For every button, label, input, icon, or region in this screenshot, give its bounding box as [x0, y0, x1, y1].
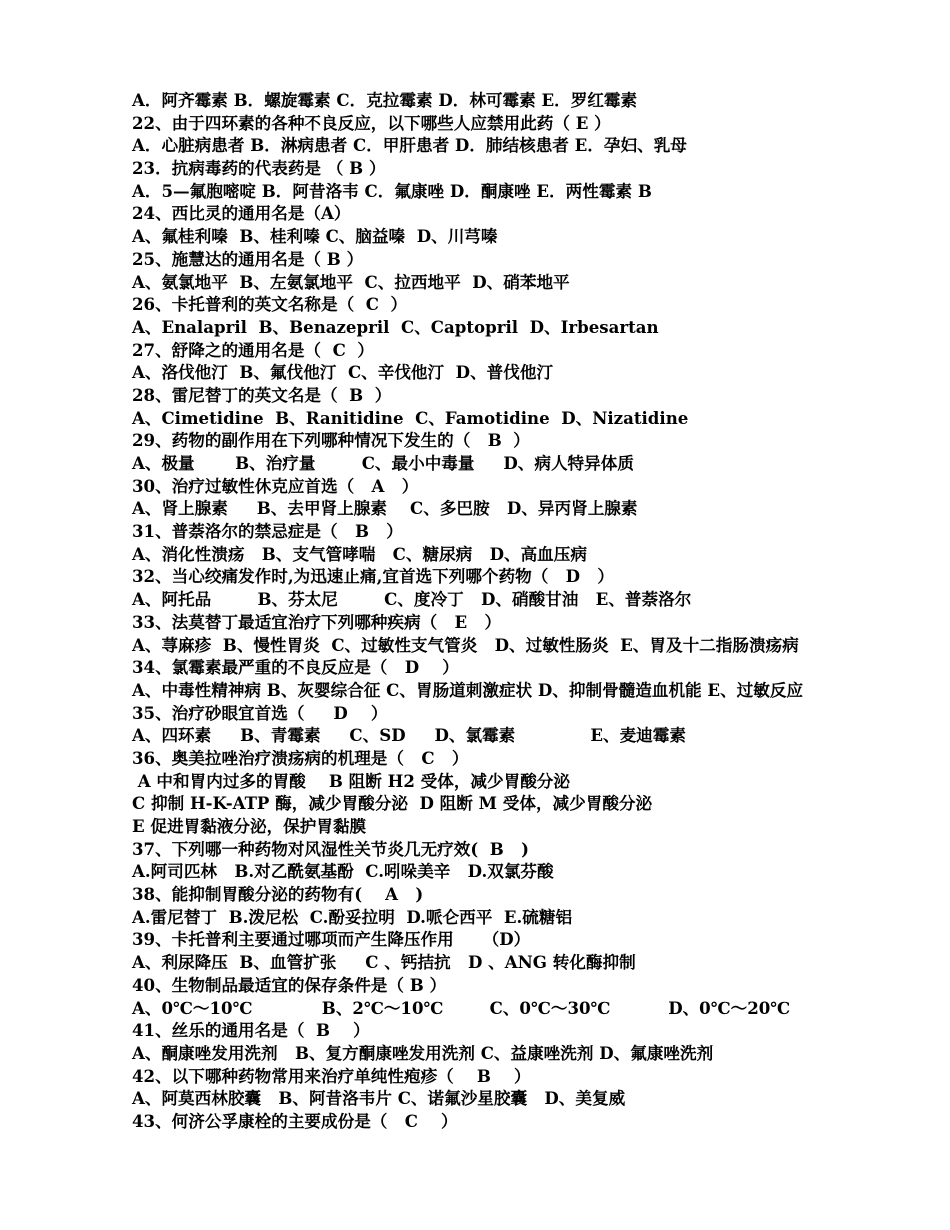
text-line: 26、卡托普利的英文名称是（ C ）: [132, 294, 408, 315]
text-line: A、中毒性精神病 B、灰婴综合征 C、胃肠道刺激症状 D、抑制骨髓造血机能 E、过敏反应: [132, 679, 804, 700]
text-line: 25、施慧达的通用名是（ B ）: [132, 248, 364, 269]
text-line: 36、奥美拉唑治疗溃疡病的机理是（ C ）: [132, 747, 469, 768]
text-line: 42、以下哪种药物常用来治疗单纯性疱疹（ B ）: [132, 1065, 531, 1086]
text-line: A、极量 B、治疗量 C、最小中毒量 D、病人特异体质: [132, 453, 634, 473]
text-line: A.阿司匹林 B.对乙酰氨基酚 C.吲哚美辛 D.双氯芬酸: [132, 861, 554, 882]
text-line: 32、当心绞痛发作时,为迅速止痛,宜首选下列哪个药物（ D ）: [132, 566, 614, 587]
text-line: 33、法莫替丁最适宜治疗下列哪种疾病（ E ）: [132, 611, 502, 632]
text-line: A、肾上腺素 B、去甲肾上腺素 C、多巴胺 D、异丙肾上腺素: [132, 498, 638, 519]
text-line: A、阿莫西林胶囊 B、阿昔洛韦片 C、诺氟沙星胶囊 D、美复威: [132, 1088, 626, 1109]
text-line: 35、治疗砂眼宜首选（ D ）: [132, 702, 388, 723]
text-line: A、消化性溃疡 B、支气管哮喘 C、糖尿病 D、高血压病: [132, 543, 587, 564]
text-line: 28、雷尼替丁的英文名是（ B ）: [132, 384, 392, 405]
text-line: 39、卡托普利主要通过哪项而产生降压作用 （D）: [132, 929, 531, 950]
text-line: A、氨氯地平 B、左氨氯地平 C、拉西地平 D、硝苯地平: [132, 271, 570, 292]
text-line: A.雷尼替丁 B.泼尼松 C.酚妥拉明 D.哌仑西平 E.硫糖铝: [132, 906, 573, 927]
text-line: 43、何济公孚康栓的主要成份是（ C ）: [132, 1110, 458, 1131]
text-line: 29、药物的副作用在下列哪种情况下发生的（ B ）: [132, 430, 530, 451]
text-line: A．阿齐霉素 B．螺旋霉素 C．克拉霉素 D．林可霉素 E．罗红霉素: [132, 90, 638, 110]
text-line: A、0℃～10℃ B、2℃～10℃ C、0℃～30℃ D、0℃～20℃: [132, 997, 791, 1018]
text-line: 38、能抑制胃酸分泌的药物有( A ): [132, 884, 424, 905]
text-line: 37、下列哪一种药物对风湿性关节炎几无疗效( B ): [132, 838, 529, 859]
text-line: 23．抗病毒药的代表药是 （ B ）: [132, 158, 386, 179]
text-line: C 抑制 H-K-ATP 酶，减少胃酸分泌 D 阻断 M 受体，减少胃酸分泌: [132, 793, 653, 814]
text-line: A、洛伐他汀 B、氟伐他汀 C、辛伐他汀 D、普伐他汀: [132, 362, 554, 383]
text-line: A、Enalapril B、Benazepril C、Captopril D、Irbesartan: [132, 316, 659, 337]
text-line: 31、普萘洛尔的禁忌症是（ B ）: [132, 521, 403, 542]
text-line: 22、由于四环素的各种不良反应，以下哪些人应禁用此药（ E ）: [132, 112, 611, 133]
text-line: A、酮康唑发用洗剂 B、复方酮康唑发用洗剂 C、益康唑洗剂 D、氟康唑洗剂: [132, 1042, 714, 1063]
text-line: A、阿托品 B、芬太尼 C、度冷丁 D、硝酸甘油 E、普萘洛尔: [132, 589, 692, 610]
text-line: A、Cimetidine B、Ranitidine C、Famotidine D、Nizatidine: [132, 407, 689, 428]
text-line: A．5—氟胞嘧啶 B．阿昔洛韦 C．氟康唑 D．酮康唑 E．两性霉素 B: [132, 180, 652, 201]
document-body: [132, 89, 932, 1133]
text-line: 30、治疗过敏性休克应首选（ A ）: [132, 475, 419, 496]
text-line: A、氟桂利嗪 B、桂利嗪 C、脑益嗪 D、川芎嗪: [132, 226, 498, 247]
text-line: 41、丝乐的通用名是（ B ）: [132, 1020, 370, 1041]
text-line: 27、舒降之的通用名是（ C ）: [132, 339, 374, 360]
text-line: E 促进胃黏液分泌，保护胃黏膜: [132, 816, 367, 836]
text-line: A、利尿降压 B、血管扩张 C 、钙拮抗 D 、ANG 转化酶抑制: [132, 952, 636, 973]
text-line: A、四环素 B、青霉素 C、SD D、氯霉素 E、麦迪霉素: [132, 725, 686, 746]
text-line: A．心脏病患者 B．淋病患者 C．甲肝患者 D．肺结核患者 E．孕妇、乳母: [132, 135, 687, 156]
text-line: 40、生物制品最适宜的保存条件是（ B ）: [132, 974, 447, 995]
text-line: A 中和胃内过多的胃酸 B 阻断 H2 受体，减少胃酸分泌: [132, 770, 570, 791]
text-line: 24、西比灵的通用名是（A）: [132, 203, 351, 224]
text-line: 34、氯霉素最严重的不良反应是（ D ）: [132, 657, 459, 678]
text-line: A、荨麻疹 B、慢性胃炎 C、过敏性支气管炎 D、过敏性肠炎 E、胃及十二指肠溃疡病: [132, 634, 799, 655]
